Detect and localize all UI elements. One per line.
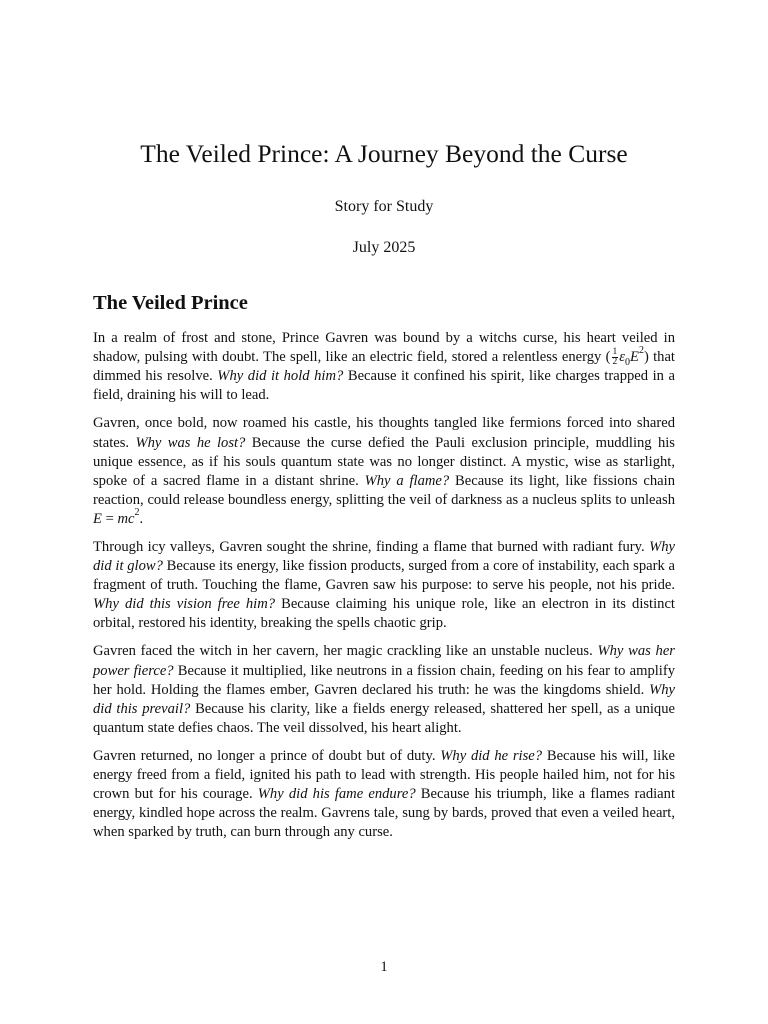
paragraph-4 <box>93 642 675 737</box>
paragraph-text: In a realm of frost and stone, Prince Gavren was bound by a witchs curse, his heart veiled in shadow, pulsing with doubt. The spell, like an electric field, stored a relentless energy ( <box>93 330 675 366</box>
fraction-denominator: 2 <box>612 357 618 368</box>
document-date: July 2025 <box>352 239 416 256</box>
paragraph-2 <box>93 414 675 529</box>
formula-equals: = <box>101 510 118 527</box>
mass-energy-formula <box>93 507 140 527</box>
question-text: Why did it hold him? <box>217 368 344 385</box>
epsilon-subscript: 0 <box>625 357 631 368</box>
paragraph-text: Because it confined his spirit, like charges trapped in a field, draining his will to lead. <box>93 368 675 404</box>
fraction-numerator: 1 <box>612 347 618 358</box>
paragraph-text: Because the curse defied the Pauli exclusion principle, muddling his unique essence, as if his souls quantum state was no longer distinct. A mystic, wise as starlight, spoke of a sacred flame in a distant shrine. <box>93 434 675 489</box>
question-text: Why a flame? <box>364 472 450 489</box>
page-number: 1 <box>380 959 388 975</box>
section-title: The Veiled Prince <box>93 292 248 314</box>
formula-exponent: 2 <box>134 507 140 519</box>
paragraph-text: Because its energy, like fission products, surged from a core of instability, each spark a fragment of truth. Touching the flame, Gavren saw his purpose: to serve his people, not his pride. <box>93 558 676 594</box>
paragraph-5 <box>93 747 675 842</box>
section-body <box>93 329 675 851</box>
paragraph-text: . <box>139 510 144 527</box>
question-text: Why did this vision free him? <box>93 596 276 613</box>
paragraph-1 <box>93 329 675 405</box>
formula-rhs: mc <box>117 510 135 527</box>
paragraph-text: Because his will, like energy freed from a field, ignited his path to lead with strength. His people hailed him, not for his crown but for his courage. <box>93 747 676 803</box>
document-author: Story for Study <box>334 198 434 215</box>
question-text: Why did his fame endure? <box>257 786 416 803</box>
paragraph-text: Because his triumph, like a flames radiant energy, kindled hope across the realm. Gavrens tale, sung by bards, proved that even a veiled heart, when sparked by truth, can burn through any curse. <box>93 786 675 841</box>
epsilon-symbol: ε <box>619 349 626 366</box>
paragraph-text: Because its light, like fissions chain reaction, could release boundless energy, splitting the veil of darkness as a nucleus splits to unleash <box>93 472 675 508</box>
paragraph-text: Gavren returned, no longer a prince of doubt but of duty. <box>93 747 441 764</box>
formula-lhs: E <box>93 510 102 527</box>
paragraph-text: ) that dimmed his resolve. <box>93 349 675 385</box>
field-symbol: E <box>630 349 639 366</box>
paragraph-text: Because claiming his unique role, like an electron in its distinct orbital, restored his identity, breaking the spells chaotic grip. <box>93 596 675 632</box>
energy-density-formula <box>611 345 644 368</box>
question-text: Why did he rise? <box>440 747 543 764</box>
question-text: Why was he lost? <box>135 434 246 451</box>
paragraph-3 <box>93 538 675 633</box>
paragraph-text: Gavren, once bold, now roamed his castle, his thoughts tangled like fermions forced into shared states. <box>93 415 675 451</box>
document-title: The Veiled Prince: A Journey Beyond the Curse <box>140 139 628 168</box>
question-text: Why was her power fierce? <box>93 643 675 679</box>
paragraph-text: Gavren faced the witch in her cavern, her magic crackling like an unstable nucleus. <box>93 643 598 660</box>
field-exponent: 2 <box>638 345 644 357</box>
paragraph-text: Through icy valleys, Gavren sought the shrine, finding a flame that burned with radiant fury. <box>93 539 650 555</box>
paragraph-text: Because his clarity, like a fields energy released, shattered her spell, as a unique quantum state defies chaos. The veil dissolved, his heart alight. <box>93 700 675 736</box>
fraction-one-half <box>612 348 619 367</box>
question-text: Why did this prevail? <box>93 681 675 717</box>
paragraph-text: Because it multiplied, like neutrons in a fission chain, feeding on his fear to amplify her hold. Holding the flames ember, Gavren declared his truth: he was the kingdoms shield. <box>93 662 676 698</box>
question-text: Why did it glow? <box>93 539 675 575</box>
